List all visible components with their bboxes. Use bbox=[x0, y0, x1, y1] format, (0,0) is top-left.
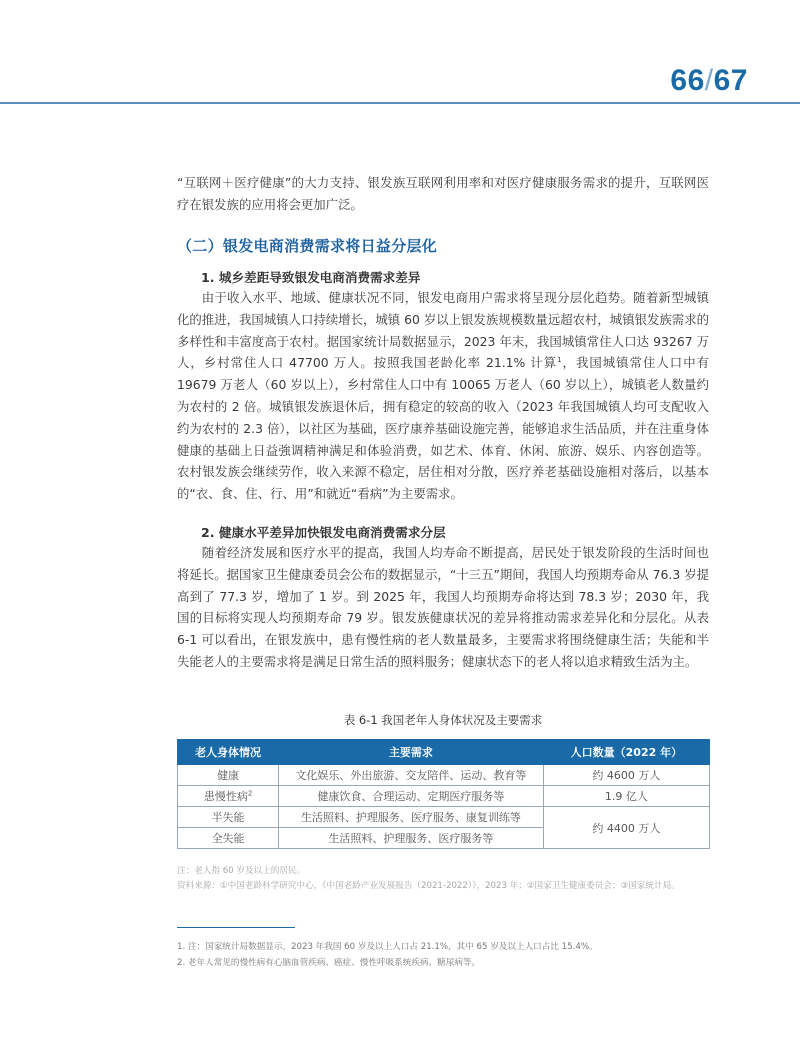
table-source: 资料来源：①中国老龄科学研究中心，《中国老龄产业发展报告（2021-2022）》，2023 年；②国家卫生健康委员会；③国家统计局。 bbox=[177, 880, 680, 891]
footnotes bbox=[177, 939, 737, 971]
cell-population: 约 4600 万人 bbox=[543, 765, 709, 786]
page-number bbox=[670, 64, 748, 98]
elderly-needs-table bbox=[177, 739, 710, 849]
page-next: 67 bbox=[713, 64, 748, 97]
status-text: 健康 bbox=[217, 769, 240, 782]
subsection-1-body bbox=[177, 287, 709, 505]
footnote-ref-1: 1 bbox=[557, 356, 562, 365]
table-note: 注：老人指 60 岁及以上的居民。 bbox=[177, 866, 306, 876]
subsection-1-text-b: ，我国城镇常住人口中有 19679 万老人（60 岁以上），乡村常住人口中有 10065 万老人（60 岁以上），城镇老人数量约为农村的 2 倍。城镇银发族退休后，拥有稳定的较高的收入（2023 年我国城镇人均可支配收入约为农村的 2.3 倍），以社区为基础，医疗康养基础设施完善，能够追求生活品质，并在注重身体健康的基础上日益強调精神满足和体验消费，如艺术、体育、休闲、旅游、娱乐、内容创造等。农村银发族会继续劳作，收入来源不稳定，居住相对分散，医疗养老基础设施相对落后，以基本的“衣、食、住、行、用”和就近“看病”为主要需求。 bbox=[177, 355, 709, 502]
intro-paragraph: “互联网＋医疗健康”的大力支持、银发族互联网利用率和对医疗健康服务需求的提升，互联网医疗在银发族的应用将会更加广泛。 bbox=[177, 175, 709, 212]
header-rule bbox=[0, 102, 800, 104]
subsection-1-title: 1. 城乡差距导致银发电商消费需求差异 bbox=[201, 270, 421, 285]
status-text: 患慢性病 bbox=[203, 790, 248, 803]
table-caption: 表 6-1 我国老年人身体状况及主要需求 bbox=[343, 713, 543, 727]
cell-need: 生活照料、护理服务、医疗服务、康复训练等 bbox=[279, 807, 544, 828]
table-header-row bbox=[178, 740, 710, 765]
table-notes bbox=[177, 864, 737, 893]
cell-need: 文化娱乐、外出旅游、交友陪伴、运动、教育等 bbox=[279, 765, 544, 786]
cell-population-merged: 约 4400 万人 bbox=[543, 807, 709, 849]
cell-population: 1.9 亿人 bbox=[543, 786, 709, 807]
footnote-1: 1. 注：国家统计局数据显示，2023 年我国 60 岁及以上人口占 21.1%，其中 65 岁及以上人口占比 15.4%。 bbox=[177, 942, 598, 952]
status-text: 全失能 bbox=[211, 832, 245, 845]
footnote-ref-2: 2 bbox=[247, 789, 253, 798]
table-row bbox=[178, 807, 710, 828]
cell-need: 健康饮食、合理运动、定期医疗服务等 bbox=[279, 786, 544, 807]
subsection-2-title: 2. 健康水平差异加快银发电商消费需求分层 bbox=[201, 525, 446, 540]
table-row bbox=[178, 786, 710, 807]
footnote-rule bbox=[177, 927, 295, 928]
intro-block bbox=[177, 172, 709, 216]
subsection-2-body bbox=[177, 542, 709, 673]
subsection-2-paragraph: 随着经济发展和医疗水平的提高，我国人均寿命不断提高，居民处于银发阶段的生活时间也将延长。据国家卫生健康委员会公布的数据显示，“十三五”期间，我国人均预期寿命从 76.3 岁提高到了 77.3 岁，增加了 1 岁。到 2025 年，我国人均预期寿命将达到 78.3 岁；2030 年，我国的目标将实现人均预期寿命 79 岁。银发族健康状况的差异将推动需求差异化和分层化。从表 6-1 可以看出，在银发族中，患有慢性病的老人数量最多，主要需求将围绕健康生活；失能和半失能老人的主要需求将是满足日常生活的照料服务；健康状态下的老人将以追求精致生活为主。 bbox=[177, 545, 709, 669]
cell-status bbox=[178, 807, 279, 828]
cell-status bbox=[178, 765, 279, 786]
footnote-2: 2. 老年人常见的慢性病有心脑血管疾病、癌症、慢性呼吸系统疾病、糖尿病等。 bbox=[177, 958, 481, 968]
cell-status bbox=[178, 786, 279, 807]
status-text: 半失能 bbox=[211, 811, 245, 824]
page-current: 66 bbox=[670, 64, 705, 97]
header-status: 老人身体情况 bbox=[178, 740, 279, 765]
section-title: （二）银发电商消费需求将日益分层化 bbox=[177, 237, 438, 255]
subsection-1-paragraph bbox=[177, 287, 709, 505]
header-population: 人口数量（2022 年） bbox=[543, 740, 709, 765]
header-need: 主要需求 bbox=[279, 740, 544, 765]
page-separator: / bbox=[704, 64, 714, 97]
cell-need: 生活照料、护理服务、医疗服务等 bbox=[279, 828, 544, 849]
table-row bbox=[178, 765, 710, 786]
cell-status bbox=[178, 828, 279, 849]
subsection-1-text-a: 由于收入水平、地域、健康状况不同，银发电商用户需求将呈现分层化趋势。随着新型城镇化的推进，我国城镇人口持续增长，城镇 60 岁以上银发族规模数量远超农村，城镇银发族需求的多样性和丰富度高于农村。据国家统计局数据显示，2023 年末，我国城镇常住人口达 93267 万人，乡村常住人口 47700 万人。按照我国老龄化率 21.1% 计算 bbox=[177, 290, 709, 371]
